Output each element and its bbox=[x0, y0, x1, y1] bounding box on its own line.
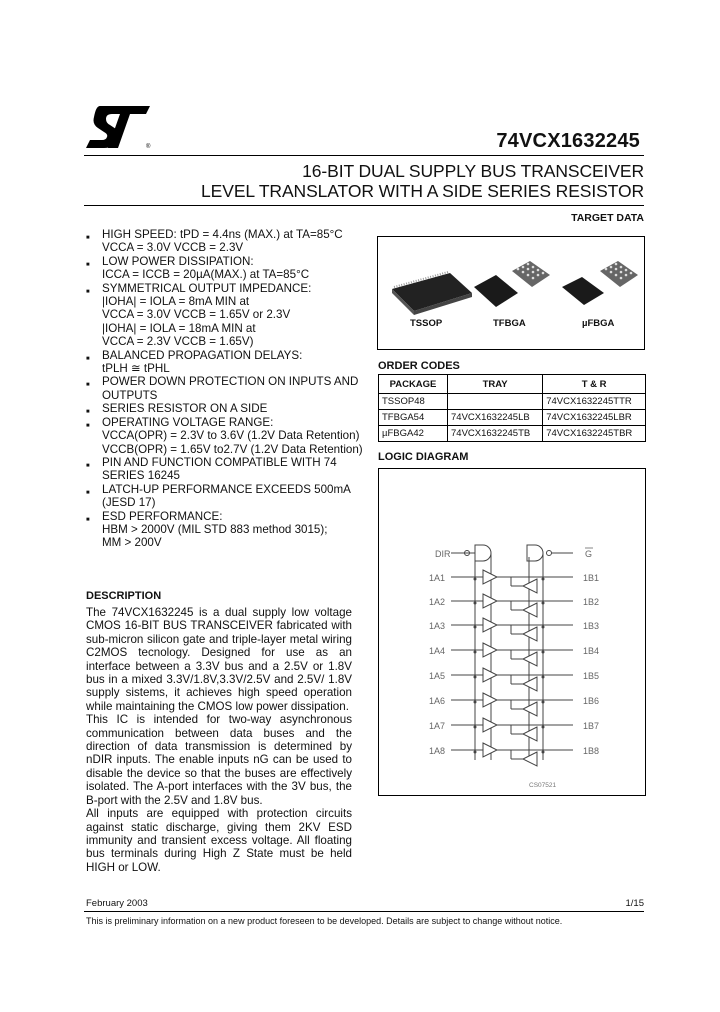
buffer-a-to-b bbox=[483, 693, 497, 707]
table-header: TRAY bbox=[448, 375, 543, 394]
and-gate-left bbox=[475, 545, 491, 561]
b-port-label: 1B1 bbox=[583, 573, 600, 583]
junction-dot bbox=[542, 578, 545, 581]
order-codes-table bbox=[378, 374, 646, 442]
a-port-label: 1A6 bbox=[429, 696, 446, 706]
logic-diagram-title: LOGIC DIAGRAM bbox=[378, 451, 469, 463]
header-rule bbox=[84, 155, 644, 156]
feature-subline: |IOHA| = IOLA = 18mA MIN at bbox=[102, 321, 256, 335]
title-rule bbox=[84, 205, 644, 206]
buffer-a-to-b bbox=[483, 594, 497, 608]
package-label-tssop: TSSOP bbox=[410, 318, 443, 329]
feature-subline: VCCA(OPR) = 2.3V to 3.6V (1.2V Data Retention) bbox=[102, 429, 360, 443]
logic-diagram bbox=[379, 469, 645, 795]
table-header: PACKAGE bbox=[379, 375, 448, 394]
feature-subline: HBM > 2000V (MIL STD 883 method 3015); bbox=[102, 522, 328, 536]
table-header: T & R bbox=[543, 375, 646, 394]
dir-label: DIR bbox=[435, 549, 451, 559]
st-logo bbox=[86, 104, 152, 150]
feature-item: ■ POWER DOWN PROTECTION ON INPUTS AND OUTPUTS bbox=[86, 375, 359, 402]
junction-dot bbox=[474, 676, 477, 679]
junction-dot bbox=[542, 751, 545, 754]
feature-item: ■ PIN AND FUNCTION COMPATIBLE WITH 74 SERIES 16245 bbox=[86, 455, 337, 483]
feature-subline: MM > 200V bbox=[102, 536, 162, 550]
buffer-b-to-a bbox=[523, 627, 537, 641]
buffer-b-to-a bbox=[523, 727, 537, 741]
junction-dot bbox=[474, 626, 477, 629]
table-row bbox=[379, 394, 646, 410]
tssop-package-image bbox=[392, 272, 472, 315]
a-port-label: 1A1 bbox=[429, 573, 446, 583]
inverter-bubble bbox=[547, 551, 552, 556]
junction-dot bbox=[474, 726, 477, 729]
feature-subline: tPLH ≅ tPHL bbox=[102, 362, 170, 376]
page-number: 1/15 bbox=[625, 898, 644, 909]
g-label: G bbox=[585, 549, 593, 559]
table-cell: TFBGA54 bbox=[379, 410, 448, 426]
part-number: 74VCX1632245 bbox=[496, 130, 640, 152]
b-port-label: 1B2 bbox=[583, 597, 600, 607]
table-row bbox=[379, 426, 646, 442]
buffer-b-to-a bbox=[523, 702, 537, 716]
svg-text:®: ® bbox=[146, 144, 151, 150]
junction-dot bbox=[542, 726, 545, 729]
buffer-a-to-b bbox=[483, 618, 497, 632]
junction-dot bbox=[542, 701, 545, 704]
order-codes-title: ORDER CODES bbox=[378, 360, 460, 372]
junction-dot bbox=[474, 751, 477, 754]
feature-subline: VCCA = 3.0V VCCB = 2.3V bbox=[102, 241, 244, 255]
junction-dot bbox=[542, 602, 545, 605]
buffer-b-to-a bbox=[523, 579, 537, 593]
buffer-b-to-a bbox=[523, 752, 537, 766]
description-paragraph: This IC is intended for two-way asynchronous communication between data buses and the direction of data transmission is determined by nDIR inputs. The enable inputs nG can be used to disable the device so that the buses are effectively isolated. The A-port interfaces with the 3V bus, the B-port with the 2.5V and 1.8V bus. bbox=[86, 713, 352, 807]
b-port-label: 1B6 bbox=[583, 696, 600, 706]
table-cell: 74VCX1632245TB bbox=[448, 426, 543, 442]
logic-diagram-box bbox=[378, 468, 646, 796]
feature-item: ■ LOW POWER DISSIPATION: bbox=[86, 254, 254, 268]
b-port-label: 1B4 bbox=[583, 646, 600, 656]
a-port-label: 1A3 bbox=[429, 621, 446, 631]
b-port-label: 1B7 bbox=[583, 721, 600, 731]
footer-notice: This is preliminary information on a new product foreseen to be developed. Details are subject to change without notice. bbox=[86, 916, 563, 926]
buffer-b-to-a bbox=[523, 603, 537, 617]
junction-dot bbox=[474, 578, 477, 581]
table-cell: µFBGA42 bbox=[379, 426, 448, 442]
table-row bbox=[379, 410, 646, 426]
a-port-label: 1A2 bbox=[429, 597, 446, 607]
buffer-b-to-a bbox=[523, 652, 537, 666]
buffer-a-to-b bbox=[483, 743, 497, 757]
table-cell: 74VCX1632245LB bbox=[448, 410, 543, 426]
title-line-2: LEVEL TRANSLATOR WITH A SIDE SERIES RESISTOR bbox=[201, 181, 644, 201]
feature-subline: VCCA = 2.3V VCCB = 1.65V) bbox=[102, 335, 254, 349]
package-label-ufbga: µFBGA bbox=[582, 318, 615, 329]
footer-rule bbox=[84, 911, 644, 912]
feature-subline: ICCA = ICCB = 20µA(MAX.) at TA=85°C bbox=[102, 268, 310, 282]
buffer-a-to-b bbox=[483, 643, 497, 657]
a-port-label: 1A5 bbox=[429, 671, 446, 681]
description-paragraph: All inputs are equipped with protection circuits against static discharge, giving them 2KV ESD immunity and transient excess voltage. All floating bus terminals during High Z State must be held HIGH or LOW. bbox=[86, 807, 352, 874]
diagram-code: CS07521 bbox=[529, 782, 557, 789]
feature-item: ■ HIGH SPEED: tPD = 4.4ns (MAX.) at TA=85°C bbox=[86, 228, 343, 241]
title-line-1: 16-BIT DUAL SUPPLY BUS TRANSCEIVER bbox=[302, 161, 644, 181]
a-port-label: 1A7 bbox=[429, 721, 446, 731]
table-cell: 74VCX1632245LBR bbox=[543, 410, 646, 426]
features-list bbox=[86, 228, 366, 550]
feature-item: ■ SERIES RESISTOR ON A SIDE bbox=[86, 402, 268, 416]
table-cell: TSSOP48 bbox=[379, 394, 448, 410]
feature-item: ■ OPERATING VOLTAGE RANGE: bbox=[86, 415, 274, 429]
buffer-b-to-a bbox=[523, 677, 537, 691]
b-port-label: 1B3 bbox=[583, 621, 600, 631]
footer-date: February 2003 bbox=[86, 898, 148, 909]
a-port-label: 1A4 bbox=[429, 646, 446, 656]
package-illustrations bbox=[378, 237, 644, 349]
feature-item: ■ SYMMETRICAL OUTPUT IMPEDANCE: bbox=[86, 281, 312, 295]
buffer-a-to-b bbox=[483, 718, 497, 732]
description-body bbox=[86, 606, 352, 874]
junction-dot bbox=[474, 701, 477, 704]
package-image-box bbox=[377, 236, 645, 350]
junction-dot bbox=[542, 626, 545, 629]
ufbga-package-image bbox=[562, 261, 638, 305]
feature-subline: VCCA = 3.0V VCCB = 1.65V or 2.3V bbox=[102, 308, 291, 322]
feature-item: ■ BALANCED PROPAGATION DELAYS: bbox=[86, 348, 303, 362]
feature-subline: |IOHA| = IOLA = 8mA MIN at bbox=[102, 295, 250, 309]
feature-item: ■ ESD PERFORMANCE: bbox=[86, 509, 223, 523]
buffer-a-to-b bbox=[483, 570, 497, 584]
package-label-tfbga: TFBGA bbox=[493, 318, 526, 329]
b-port-label: 1B5 bbox=[583, 671, 600, 681]
description-paragraph: The 74VCX1632245 is a dual supply low voltage CMOS 16-BIT BUS TRANSCEIVER fabricated with sub-micron silicon gate and triple-layer metal wiring C2MOS tecnology. Designed for use as an interface between a 3.3V bus and a 2.5V or 1.8V bus in a mixed 3.3V/1.8V,3.3V/2.5V and 2.5V/ 1.8V supply sistems, it achieves high speed operation while maintaining the CMOS low power dissipation. bbox=[86, 606, 352, 713]
feature-subline: VCCB(OPR) = 1.65V to2.7V (1.2V Data Retention) bbox=[102, 442, 363, 456]
junction-dot bbox=[474, 651, 477, 654]
a-port-label: 1A8 bbox=[429, 746, 446, 756]
tfbga-package-image bbox=[474, 261, 550, 307]
buffer-a-to-b bbox=[483, 668, 497, 682]
table-header-row bbox=[379, 375, 646, 394]
junction-dot bbox=[474, 602, 477, 605]
feature-item: ■ LATCH-UP PERFORMANCE EXCEEDS 500mA (JESD 17) bbox=[86, 482, 351, 510]
b-port-label: 1B8 bbox=[583, 746, 600, 756]
description-title: DESCRIPTION bbox=[86, 590, 162, 602]
table-cell: 74VCX1632245TTR bbox=[543, 394, 646, 410]
junction-dot bbox=[542, 651, 545, 654]
junction-dot bbox=[542, 676, 545, 679]
target-data-label: TARGET DATA bbox=[571, 212, 644, 224]
table-cell bbox=[448, 394, 543, 410]
table-cell: 74VCX1632245TBR bbox=[543, 426, 646, 442]
